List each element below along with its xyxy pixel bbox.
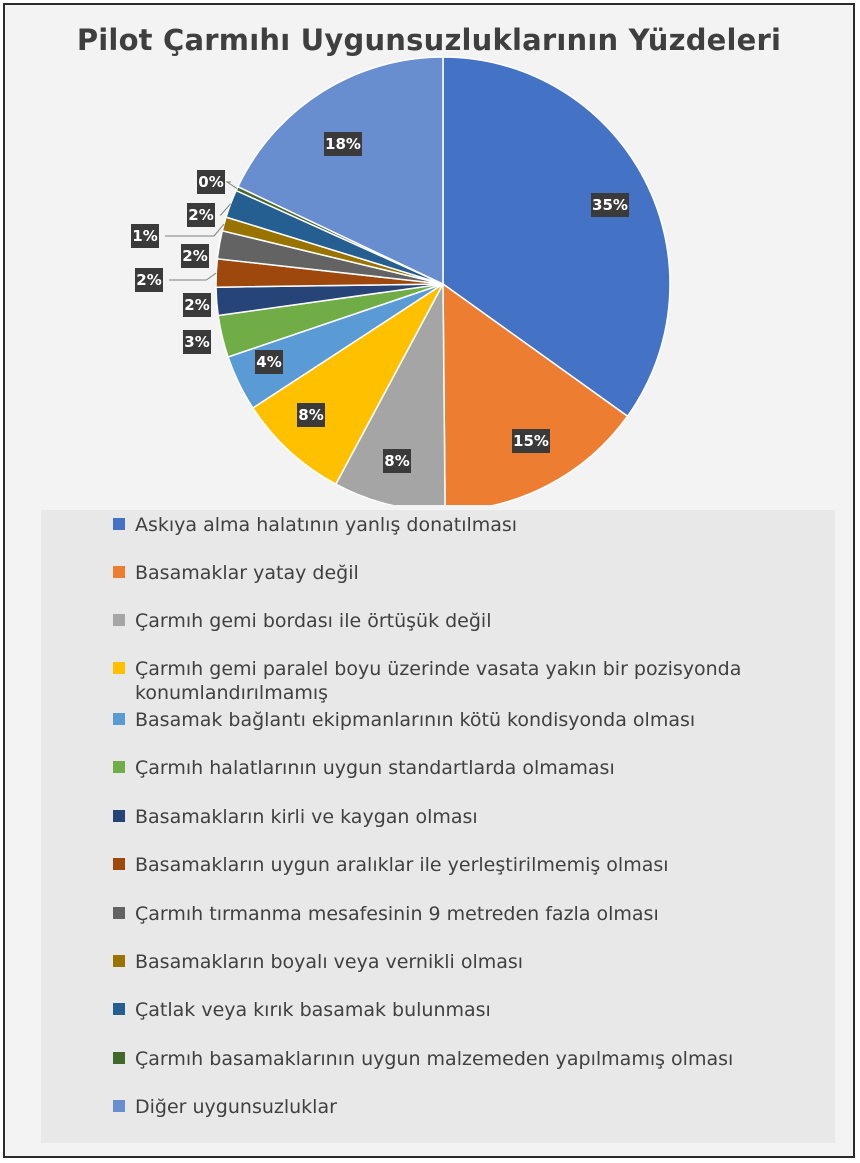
legend-label: Basamakların kirli ve kaygan olması [135, 806, 478, 828]
data-label [183, 330, 211, 354]
legend-label: Askıya alma halatının yanlış donatılması [135, 514, 518, 536]
legend-swatch [113, 566, 125, 578]
legend-label: Çarmıh gemi bordası ile örtüşük değil [135, 610, 492, 632]
legend-item [113, 950, 813, 974]
legend-label: Basamak bağlantı ekipmanlarının kötü kondisyonda olması [135, 709, 696, 731]
legend-item [113, 657, 813, 705]
data-label-text: 3% [184, 333, 210, 351]
legend-swatch [113, 858, 125, 870]
data-label-text: 18% [325, 135, 361, 153]
data-label [512, 429, 550, 453]
data-label-text: 1% [132, 227, 158, 245]
legend-label: Çatlak veya kırık basamak bulunması [135, 999, 491, 1021]
legend-label: Çarmıh gemi paralel boyu üzerinde vasata yakın bir pozisyonda konumlandırılmamış [135, 658, 742, 704]
legend-swatch [113, 713, 125, 725]
legend-label: Çarmıh halatlarının uygun standartlarda olmaması [135, 757, 615, 779]
legend-item [113, 609, 813, 633]
data-label [131, 224, 159, 248]
legend-label: Çarmıh basamaklarının uygun malzemeden yapılmamış olması [135, 1048, 734, 1070]
legend-swatch [113, 662, 125, 674]
data-label-text: 2% [184, 296, 210, 314]
leader-line [169, 273, 216, 280]
legend-item [113, 805, 813, 829]
pie-chart [5, 5, 857, 505]
leader-line [227, 182, 237, 189]
data-label [383, 449, 411, 473]
legend-item [113, 902, 813, 926]
legend-item [113, 1047, 813, 1071]
data-label-text: 4% [256, 353, 282, 371]
legend-label: Basamaklar yatay değil [135, 562, 359, 584]
legend-swatch [113, 614, 125, 626]
legend-item [113, 756, 813, 780]
data-label-text: 2% [136, 271, 162, 289]
legend-swatch [113, 955, 125, 967]
legend-label: Basamakların boyalı veya vernikli olması [135, 951, 524, 973]
data-label [591, 193, 629, 217]
data-label [187, 203, 215, 227]
legend [41, 510, 835, 1143]
data-label [297, 403, 325, 427]
legend-label: Çarmıh tırmanma mesafesinin 9 metreden fazla olması [135, 903, 659, 925]
chart-title: Pilot Çarmıhı Uygunsuzluklarının Yüzdeleri [76, 23, 782, 57]
legend-item [113, 708, 813, 732]
legend-label: Basamakların uygun aralıklar ile yerleştirilmemiş olması [135, 854, 669, 876]
data-label [255, 350, 283, 374]
legend-swatch [113, 1003, 125, 1015]
legend-swatch [113, 810, 125, 822]
data-label [324, 132, 362, 156]
data-label [181, 244, 209, 268]
legend-item [113, 561, 813, 585]
legend-swatch [113, 761, 125, 773]
legend-swatch [113, 1100, 125, 1112]
data-label-text: 2% [182, 247, 208, 265]
data-label [183, 293, 211, 317]
legend-swatch [113, 907, 125, 919]
legend-item [113, 998, 813, 1022]
data-label-text: 2% [188, 206, 214, 224]
legend-label: Diğer uygunsuzluklar [135, 1096, 337, 1118]
legend-item [113, 1095, 813, 1119]
chart-frame [3, 3, 855, 1158]
data-label-text: 8% [298, 406, 324, 424]
legend-item [113, 853, 813, 877]
legend-item [113, 513, 813, 537]
legend-swatch [113, 1052, 125, 1064]
data-label-text: 8% [384, 452, 410, 470]
data-label [197, 170, 225, 194]
data-label-text: 15% [513, 432, 549, 450]
data-label [135, 268, 163, 292]
data-label-text: 35% [592, 196, 628, 214]
data-label-text: 0% [198, 173, 224, 191]
legend-swatch [113, 518, 125, 530]
